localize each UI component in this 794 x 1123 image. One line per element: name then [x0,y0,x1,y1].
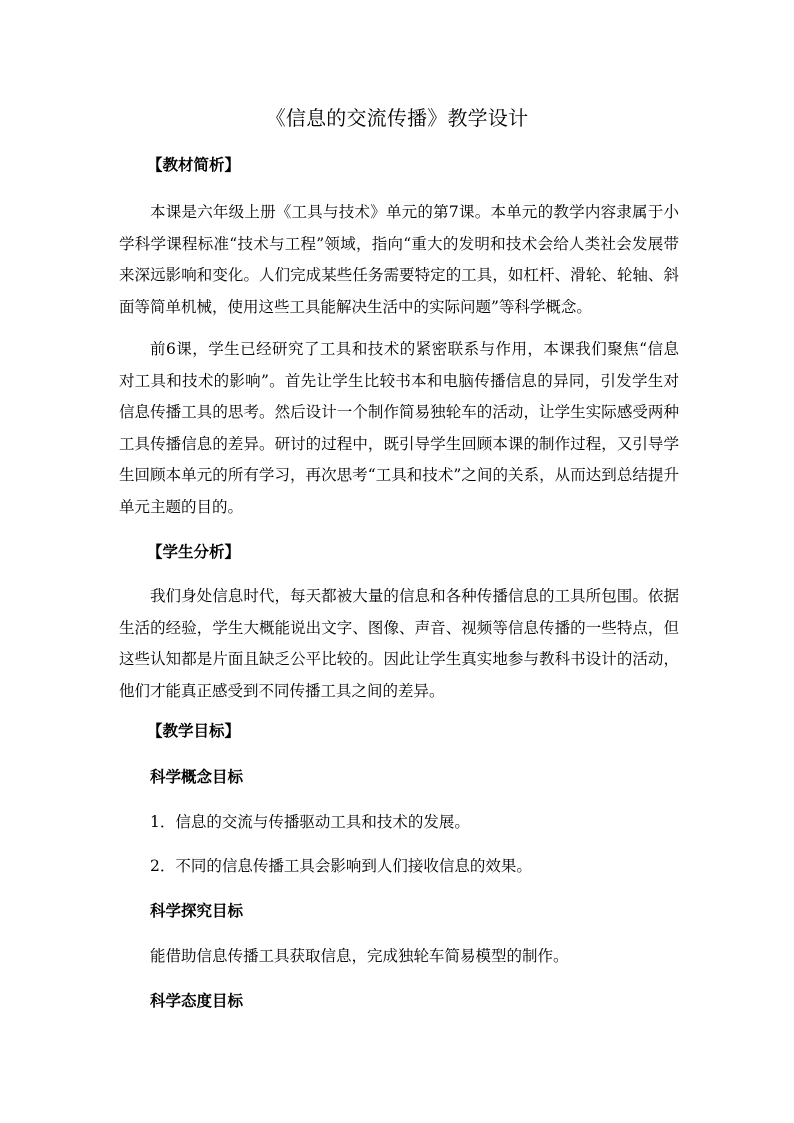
section-heading-student-analysis: 【学生分析】 [147,542,241,561]
paragraph-student-analysis-1: 我们身处信息时代，每天都被大量的信息和各种传播信息的工具所包围。依据生活的经验，学生大概能说出文字、图像、声音、视频等信息传播的一些特点，但这些认知都是片面且缺乏公平比较的。因此让学生真实地参与教科书设计的活动，他们才能真正感受到不同传播工具之间的差异。 [119,587,679,700]
paragraph-textbook-analysis-1: 本课是六年级上册《工具与技术》单元的第7课。本单元的教学内容隶属于小学科学课程标准“技术与工程”领域，指向“重大的发明和技术会给人类社会发展带来深远影响和变化。人们完成某些任务需要特定的工具，如杠杆、滑轮、轮轴、斜面等简单机械，使用这些工具能解决生活中的实际问题”等科学概念。 [119,203,679,316]
document-title: 《信息的交流传播》教学设计 [265,106,529,130]
paragraph-textbook-analysis-2: 前6课，学生已经研究了工具和技术的紧密联系与作用，本课我们聚焦“信息对工具和技术的影响”。首先让学生比较书本和电脑传播信息的异同，引发学生对信息传播工具的思考。然后设计一个制作简易独轮车的活动，让学生实际感受两种工具传播信息的差异。研讨的过程中，既引导学生回顾本课的制作过程，又引导学生回顾本单元的所有学习，再次思考“工具和技术”之间的关系，从而达到总结提升单元主题的目的。 [119,340,679,516]
subheading-science-concept-goals: 科学概念目标 [150,767,244,786]
section-heading-textbook-analysis: 【教材简析】 [147,155,241,174]
subheading-science-inquiry-goals: 科学探究目标 [150,901,244,920]
list-item-concept-goal-2: 2．不同的信息传播工具会影响到人们接收信息的效果。 [150,857,532,875]
list-item-inquiry-goal-1: 能借助信息传播工具获取信息，完成独轮车简易模型的制作。 [150,947,569,965]
list-item-concept-goal-1: 1．信息的交流与传播驱动工具和技术的发展。 [150,813,470,831]
subheading-science-attitude-goals: 科学态度目标 [150,991,244,1010]
section-heading-teaching-goals: 【教学目标】 [147,721,241,740]
